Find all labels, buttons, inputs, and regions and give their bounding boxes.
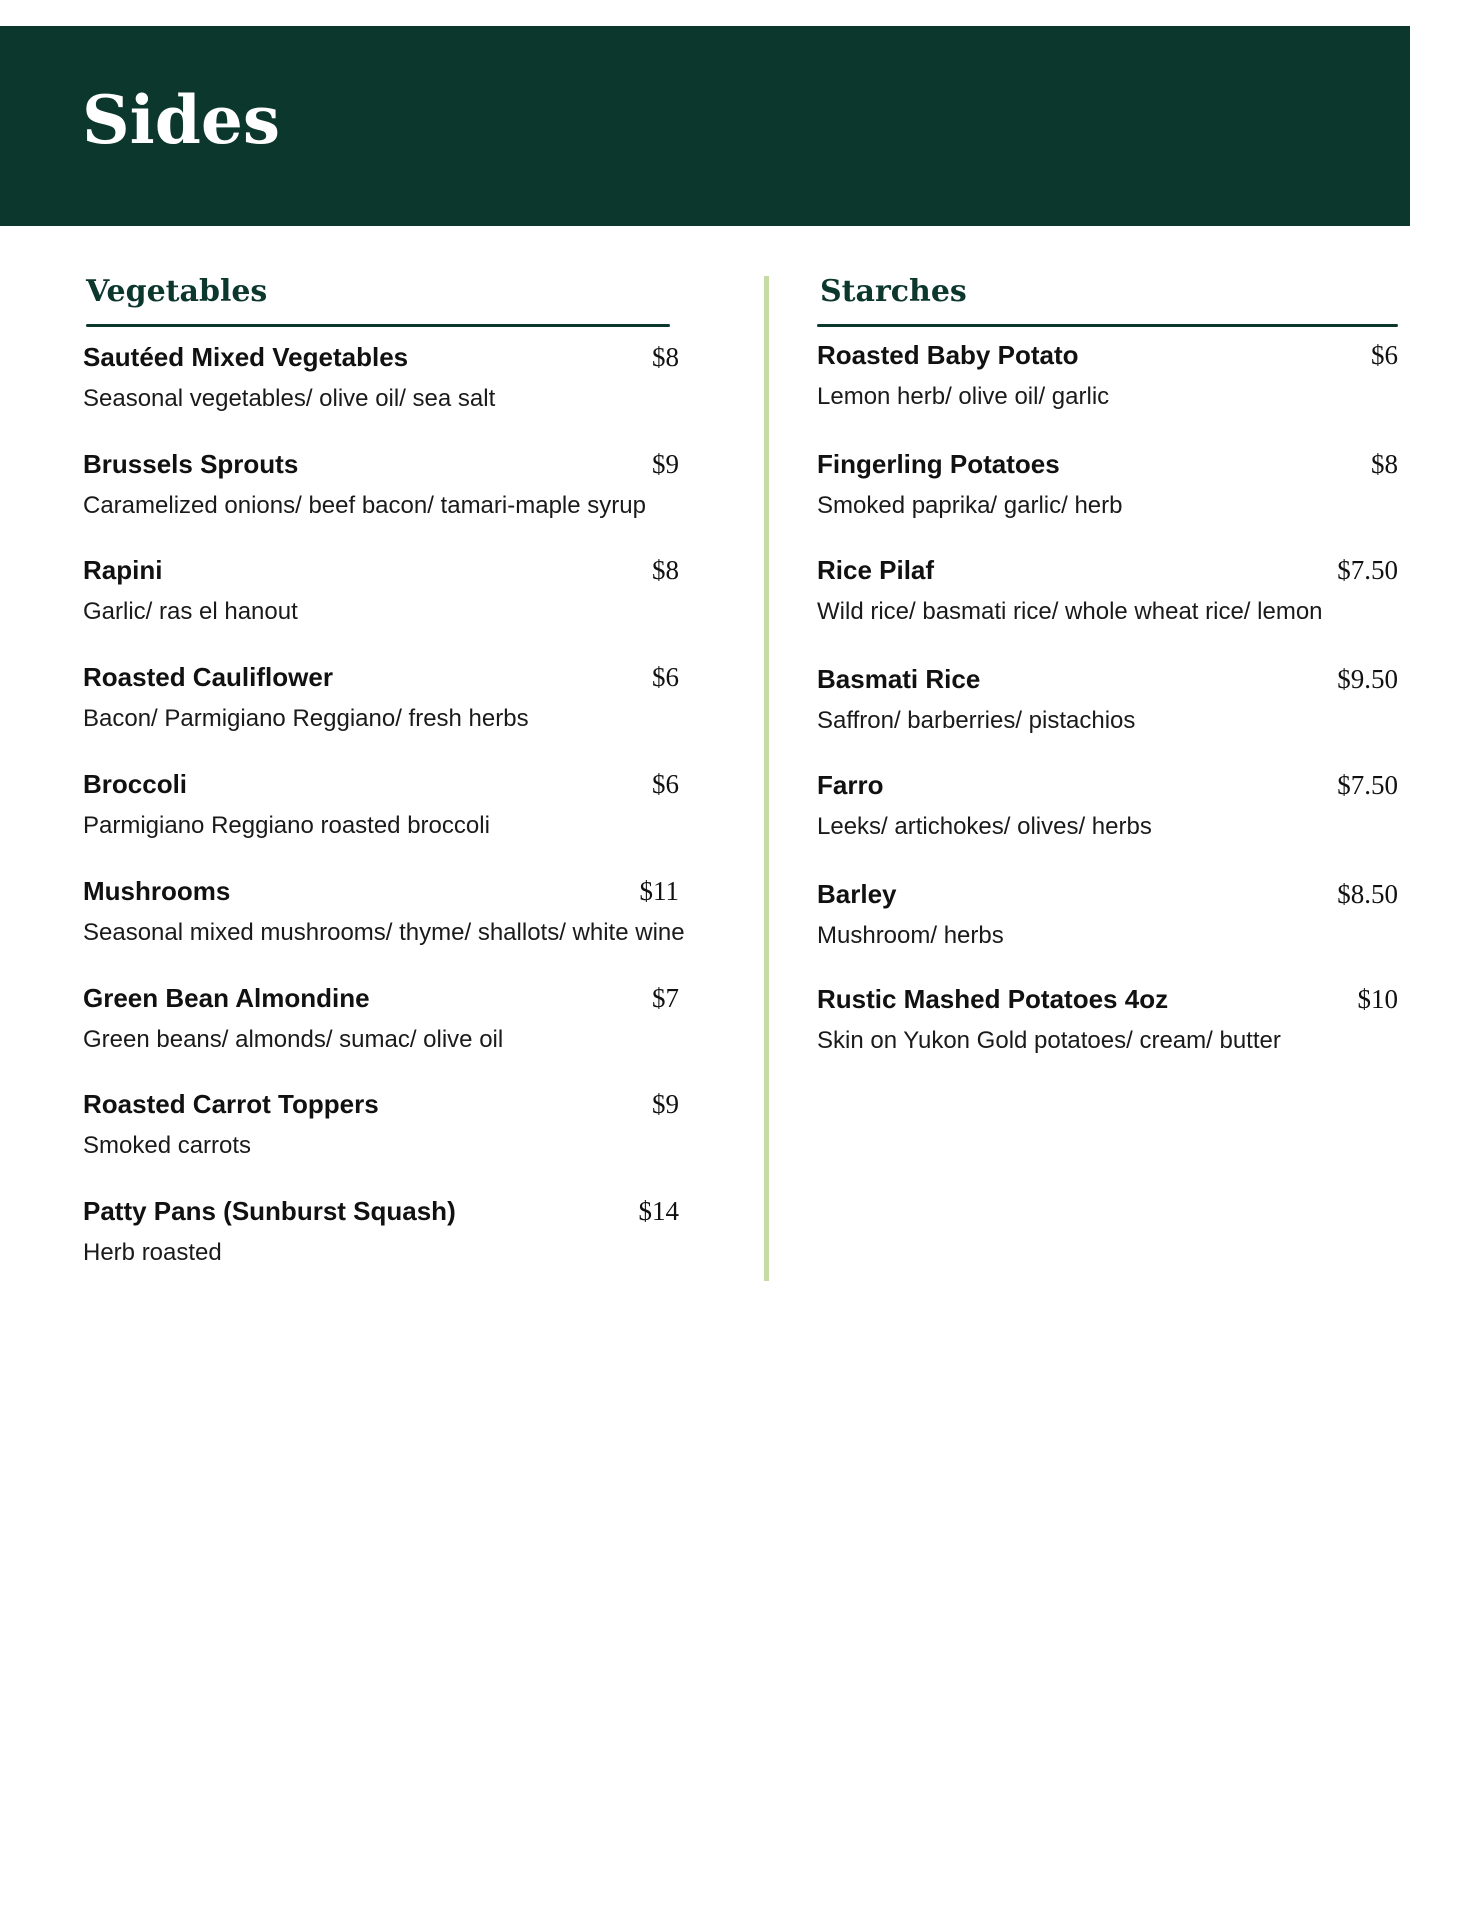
item-price: $9: [652, 449, 679, 479]
menu-item: [83, 980, 679, 1056]
menu-item: [83, 339, 679, 415]
item-price: $7: [652, 983, 679, 1013]
item-description: Seasonal mixed mushrooms/ thyme/ shallots/ white wine: [83, 919, 685, 946]
item-row: [817, 876, 1398, 912]
item-row: [83, 873, 679, 909]
column-divider: [764, 276, 769, 1281]
item-description: Smoked paprika/ garlic/ herb: [817, 492, 1123, 519]
item-price: $6: [652, 662, 679, 692]
section-heading-vegetables: Vegetables: [86, 274, 268, 309]
menu-item: [83, 1086, 679, 1162]
item-row: [83, 552, 679, 588]
item-name: Rice Pilaf: [817, 555, 935, 585]
menu-item: [83, 766, 679, 842]
item-row: [83, 446, 679, 482]
item-price: $7.50: [1337, 555, 1398, 585]
menu-item: [817, 767, 1398, 843]
item-description: Herb roasted: [83, 1239, 222, 1266]
item-description: Wild rice/ basmati rice/ whole wheat rice/ lemon: [817, 598, 1323, 625]
item-row: [817, 446, 1398, 482]
page-title: Sides: [82, 81, 281, 159]
item-row: [83, 766, 679, 802]
menu-item: [817, 337, 1398, 413]
item-price: $6: [652, 769, 679, 799]
item-price: $7.50: [1337, 770, 1398, 800]
vegetables-section: [83, 270, 685, 1266]
item-row: [83, 659, 679, 695]
item-price: $9: [652, 1089, 679, 1119]
item-description: Bacon/ Parmigiano Reggiano/ fresh herbs: [83, 705, 529, 732]
item-row: [83, 980, 679, 1016]
item-description: Lemon herb/ olive oil/ garlic: [817, 383, 1110, 410]
item-description: Smoked carrots: [83, 1132, 252, 1159]
item-price: $14: [638, 1196, 679, 1226]
item-row: [817, 767, 1398, 803]
starches-section: [817, 270, 1398, 1054]
menu-item: [83, 659, 679, 735]
item-price: $9.50: [1337, 664, 1398, 694]
item-name: Roasted Cauliflower: [83, 662, 333, 692]
item-price: $8: [652, 342, 679, 372]
item-name: Fingerling Potatoes: [817, 449, 1060, 479]
item-name: Farro: [817, 770, 884, 800]
item-name: Mushrooms: [83, 876, 231, 906]
item-price: $8: [1371, 449, 1398, 479]
item-name: Basmati Rice: [817, 664, 981, 694]
section-rule: [86, 324, 670, 327]
item-name: Green Bean Almondine: [83, 983, 370, 1013]
item-row: [817, 661, 1398, 697]
item-row: [817, 552, 1398, 588]
item-description: Mushroom/ herbs: [817, 922, 1004, 949]
item-description: Leeks/ artichokes/ olives/ herbs: [817, 813, 1152, 840]
menu-item: [817, 981, 1398, 1057]
item-description: Caramelized onions/ beef bacon/ tamari-maple syrup: [83, 492, 646, 519]
item-name: Roasted Carrot Toppers: [83, 1089, 379, 1119]
item-name: Brussels Sprouts: [83, 449, 299, 479]
item-name: Rustic Mashed Potatoes 4oz: [817, 984, 1169, 1014]
menu-item: [817, 876, 1398, 952]
section-rule: [817, 324, 1398, 327]
item-name: Barley: [817, 879, 897, 909]
item-price: $6: [1371, 340, 1398, 370]
item-name: Rapini: [83, 555, 163, 585]
item-price: $8.50: [1337, 879, 1398, 909]
section-heading-starches: Starches: [820, 274, 967, 309]
item-name: Roasted Baby Potato: [817, 340, 1079, 370]
menu-item: [83, 873, 685, 949]
item-description: Garlic/ ras el hanout: [83, 598, 298, 625]
item-price: $8: [652, 555, 679, 585]
item-description: Parmigiano Reggiano roasted broccoli: [83, 812, 490, 839]
item-price: $10: [1357, 984, 1398, 1014]
item-description: Skin on Yukon Gold potatoes/ cream/ butter: [817, 1027, 1281, 1054]
menu-item: [83, 552, 679, 628]
menu-item: [83, 446, 679, 522]
menu-item: [83, 1193, 679, 1269]
item-name: Patty Pans (Sunburst Squash): [83, 1196, 456, 1226]
item-row: [817, 981, 1398, 1017]
menu-item: [817, 661, 1398, 737]
item-description: Saffron/ barberries/ pistachios: [817, 707, 1136, 734]
menu-item: [817, 446, 1398, 522]
item-row: [83, 1086, 679, 1122]
item-row: [83, 339, 679, 375]
menu-item: [817, 552, 1398, 628]
item-name: Sautéed Mixed Vegetables: [83, 342, 409, 372]
item-description: Seasonal vegetables/ olive oil/ sea salt: [83, 385, 496, 412]
item-row: [83, 1193, 679, 1229]
item-row: [817, 337, 1398, 373]
item-description: Green beans/ almonds/ sumac/ olive oil: [83, 1026, 504, 1053]
item-price: $11: [639, 876, 679, 906]
item-name: Broccoli: [83, 769, 188, 799]
